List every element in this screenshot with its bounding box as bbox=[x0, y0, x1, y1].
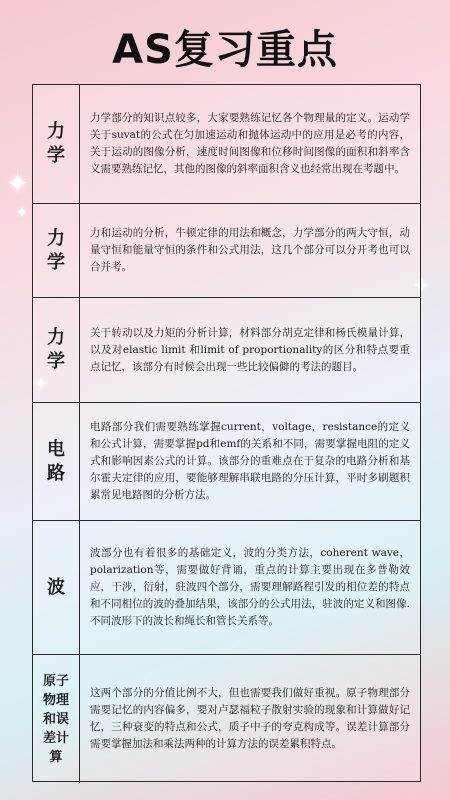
review-table bbox=[32, 84, 421, 782]
row-label: 力 学 bbox=[33, 298, 80, 402]
sparkle-icon: ✦ bbox=[412, 274, 431, 299]
sparkle-icon: ✦ bbox=[16, 205, 28, 221]
table-row bbox=[33, 298, 420, 403]
row-label: 力 学 bbox=[33, 204, 80, 297]
row-content: 这两个部分的分值比例不大，但也需要我们做好重视。原子物理部分需要记忆的内容偏多，要对卢瑟福粒子散射实验的现象和计算做好记忆，三种衰变的特点和公式，质子中子的夸克构成等。误差计算部分需要掌握加法和乘法两种的计算方法的误差累积特点。 bbox=[90, 687, 410, 750]
row-content: 电路部分我们需要熟练掌握current，voltage，resistance的定义和公式计算，需要掌握pd和emf的关系和不同，需要掌握电阻的定义式和影响因素公式的计算。该部分的重难点在于复杂的电路分析和基尔霍夫定律的应用，要能够理解串联电路的分压计算，平时多刷题积累常见电路图的分析方法。 bbox=[90, 421, 410, 501]
table-row bbox=[33, 403, 420, 521]
row-label: 电 路 bbox=[33, 403, 80, 520]
row-label: 波 bbox=[33, 521, 80, 654]
table-row bbox=[33, 655, 420, 783]
row-content: 力和运动的分析，牛顿定律的用法和概念，力学部分的两大守恒，动量守恒和能量守恒的条件和公式用法，这几个部分可以分开考也可以合并考。 bbox=[90, 227, 410, 273]
page-title: AS复习重点 bbox=[112, 27, 338, 73]
table-row bbox=[33, 204, 420, 298]
row-content: 力学部分的知识点较多，大家要熟练记忆各个物理量的定义。运动学关于suvat的公式在匀加速运动和抛体运动中的应用是必考的内容，关于运动的图像分析，速度时间图像和位移时间图像的面积和斜率含义需要熟练记忆，其他的图像的斜率面积含义也经常出现在考题中。 bbox=[90, 112, 410, 175]
row-content: 波部分也有着很多的基础定义，波的分类方法，coherent wave，polarization等，需要做好背诵，重点的计算主要出现在多普勒效应，干涉，衍射，驻波四个部分，需要理解路程引发的相位差的特点和不同相位的波的叠加结果，该部分的公式用法，驻波的定义和图像. 不同波形下的波长和绳长和管长关系等。 bbox=[90, 547, 410, 627]
row-content: 关于转动以及力矩的分析计算，材料部分胡克定律和杨氏模量计算，以及对elastic limit 和limit of proportionality的区分和特点要重点记忆，该部分有时候会出现一些比较偏僻的考法的题目。 bbox=[90, 326, 410, 373]
row-label: 力 学 bbox=[33, 85, 80, 203]
table-row bbox=[33, 521, 420, 655]
sparkle-icon: ✦ bbox=[34, 374, 48, 393]
table-row bbox=[33, 85, 420, 204]
row-label: 原子 物理 和误 差计 算 bbox=[33, 655, 80, 783]
sparkle-icon: ✦ bbox=[6, 167, 30, 200]
